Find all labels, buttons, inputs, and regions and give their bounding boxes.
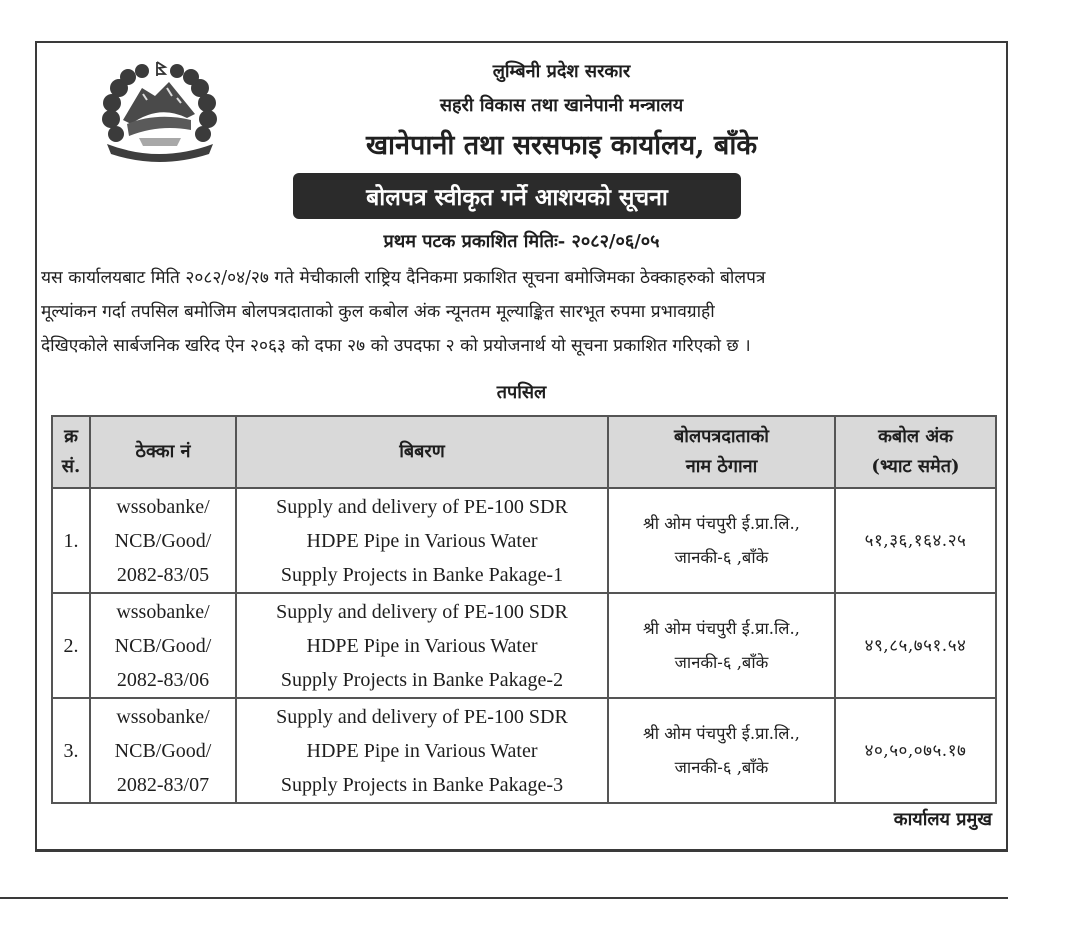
details-heading: तपसिल (496, 382, 547, 403)
cell-line: NCB/Good/ (114, 529, 212, 552)
bid-amount-cell: ५१,३६,१६४.२५ (835, 488, 996, 593)
cell-line: Supply and delivery of PE-100 SDR (276, 600, 568, 623)
notice-title-banner (293, 173, 741, 219)
notice-body (41, 261, 1004, 363)
description-cell (236, 698, 608, 803)
serial-number-cell: 1. (52, 488, 90, 593)
table-row (52, 488, 996, 593)
header-text: बोलपत्रदाताको (674, 426, 769, 447)
cell-line: wssobanke/ (116, 600, 210, 623)
cell-line: Supply Projects in Banke Pakage-1 (280, 563, 564, 586)
first-published-date: प्रथम पटक प्रकाशित मितिः- २०८२/०६/०५ (383, 231, 660, 252)
header-text: सं. (61, 456, 81, 477)
cell-line: Supply and delivery of PE-100 SDR (276, 705, 568, 728)
cell-line: श्री ओम पंचपुरी ई.प्रा.लि., (643, 513, 800, 533)
bottom-divider (0, 897, 1008, 899)
serial-number-cell: 2. (52, 593, 90, 698)
description-cell (236, 488, 608, 593)
cell-line: 2082-83/07 (116, 773, 210, 796)
cell-line: Supply Projects in Banke Pakage-2 (280, 668, 564, 691)
notice-body-line: मूल्यांकन गर्दा तपसिल बमोजिम बोलपत्रदाताको कुल कबोल अंक न्यूनतम मूल्याङ्कित सारभूत रुपमा प्रभावग्राही (41, 302, 715, 322)
cell-line: जानकी-६ ,बाँके (674, 547, 769, 567)
cell-line: wssobanke/ (116, 705, 210, 728)
description-cell (236, 593, 608, 698)
province-government-title: लुम्बिनी प्रदेश सरकार (492, 61, 631, 82)
header-text: कबोल अंक (878, 426, 953, 447)
notice-body-line: यस कार्यालयबाट मिति २०८२/०४/२७ गते मेचीकाली राष्ट्रिय दैनिकमा प्रकाशित सूचना बमोजिमका ठेक्काहरुको बोलपत्र (41, 268, 766, 288)
header-text: नाम ठेगाना (685, 456, 758, 477)
cell-line: श्री ओम पंचपुरी ई.प्रा.लि., (643, 723, 800, 743)
cell-line: wssobanke/ (116, 495, 210, 518)
cell-line: 2082-83/05 (116, 563, 210, 586)
header-text: (भ्याट समेत) (871, 456, 960, 477)
cell-line: जानकी-६ ,बाँके (674, 757, 769, 777)
contract-number-cell (90, 593, 236, 698)
bid-amount-cell: ४९,८५,७५१.५४ (835, 593, 996, 698)
header-bidder-name-address (608, 416, 835, 488)
bid-details-table (51, 415, 997, 804)
cell-line: NCB/Good/ (114, 739, 212, 762)
contract-number-cell (90, 698, 236, 803)
bid-amount-cell: ४०,५०,०७५.१७ (835, 698, 996, 803)
table-header-row (52, 416, 996, 488)
ministry-title: सहरी विकास तथा खानेपानी मन्त्रालय (439, 95, 684, 116)
header-description: बिबरण (236, 416, 608, 488)
serial-number-cell: 3. (52, 698, 90, 803)
header-serial-number (52, 416, 90, 488)
cell-line: जानकी-६ ,बाँके (674, 652, 769, 672)
bidder-cell (608, 698, 835, 803)
signature-office-chief: कार्यालय प्रमुख (893, 809, 992, 830)
table-row (52, 698, 996, 803)
notice-box (35, 41, 1008, 852)
cell-line: HDPE Pipe in Various Water (306, 634, 538, 657)
notice-title: बोलपत्र स्वीकृत गर्ने आशयको सूचना (366, 184, 668, 211)
notice-body-line: देखिएकोले सार्बजनिक खरिद ऐन २०६३ को दफा २७ को उपदफा २ को प्रयोजनार्थ यो सूचना प्रकाशित गरिएको छ । (41, 336, 751, 356)
cell-line: Supply and delivery of PE-100 SDR (276, 495, 568, 518)
cell-line: NCB/Good/ (114, 634, 212, 657)
cell-line: 2082-83/06 (116, 668, 210, 691)
cell-line: Supply Projects in Banke Pakage-3 (280, 773, 564, 796)
table-row (52, 593, 996, 698)
office-title: खानेपानी तथा सरसफाइ कार्यालय, बाँके (365, 130, 758, 161)
bidder-cell (608, 488, 835, 593)
cell-line: श्री ओम पंचपुरी ई.प्रा.लि., (643, 618, 800, 638)
header-contract-number: ठेक्का नं (90, 416, 236, 488)
cell-line: HDPE Pipe in Various Water (306, 739, 538, 762)
contract-number-cell (90, 488, 236, 593)
cell-line: HDPE Pipe in Various Water (306, 529, 538, 552)
bidder-cell (608, 593, 835, 698)
header-bid-amount (835, 416, 996, 488)
header-text: क्र (64, 426, 78, 447)
